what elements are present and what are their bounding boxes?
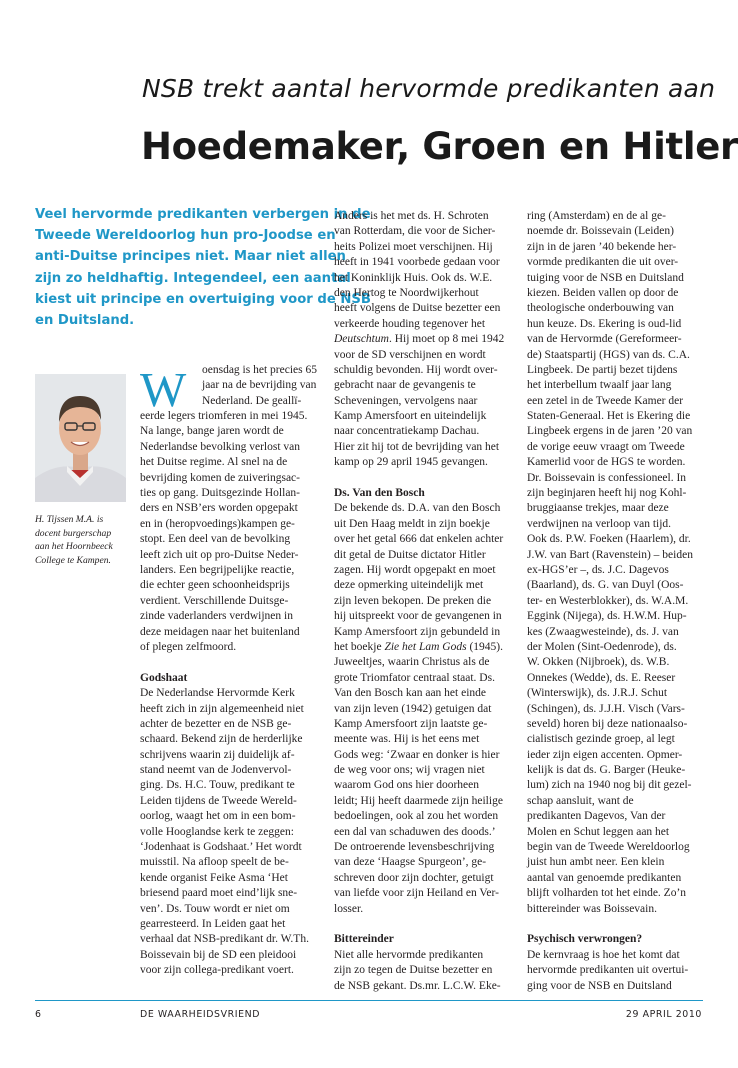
text-line: oorlog, waagt het om in een bom- [140, 810, 296, 823]
text-line: De Nederlandse Hervormde Kerk [140, 687, 295, 700]
text-line: landers. Een begrijpelijke reactie, [140, 563, 295, 576]
text-line: Eggink (Nijega), ds. H.W.M. Hup- [527, 610, 687, 623]
text-line: bittereinder was Boissevain. [527, 902, 657, 915]
column-2 [334, 209, 504, 994]
author-photo [35, 374, 126, 502]
text-line: uit Den Haag meldt in zijn boekje [334, 517, 490, 530]
text-line: en in (heropvoedings)kampen ge- [140, 517, 295, 530]
text-line: schrijvens waarin zij duidelijk af- [140, 748, 295, 761]
text-line: ‘Jodenhaat is Godshaat.’ Het wordt [140, 841, 302, 854]
text-line: Niet alle hervormde predikanten [334, 948, 484, 961]
text-line: Molen en Schut leggen aan het [527, 825, 670, 838]
text-line: gebracht naar de gevangenis te [334, 379, 476, 392]
text-line: ging. Ds. H.C. Touw, predikant te [140, 779, 295, 792]
text-line: W. Okken (Nijbroek), ds. W.B. [527, 656, 670, 669]
text-line: briesend paard moet eind’lijk sne- [140, 887, 298, 900]
text-line: Na lange, bange jaren wordt de [140, 425, 284, 438]
text-line: Kamerlid voor de HGS te worden. [527, 456, 686, 469]
text-line: seveld) horen bij deze nationaalso- [527, 717, 688, 730]
text-line: kiest uit principe en overtuiging voor de NSB [35, 291, 371, 307]
text-line: Hier zit hij tot de bevrijding van het [334, 440, 500, 453]
text-line: heeft zich in zijn algemeenheid niet [140, 702, 304, 715]
text-line: cialistisch gezinde groep, al legt [527, 733, 675, 746]
text-line: Van den Bosch kan aan het einde [334, 687, 487, 700]
text-line: aan het Hoornbeeck [35, 541, 113, 552]
text-line: hervormde predikanten uit overtui- [527, 964, 689, 977]
text-line: verkeerde houding tegenover het [334, 317, 486, 330]
text-line: ring (Amsterdam) en de al ge- [527, 210, 666, 222]
text-line: Kamp Amersfoort zijn gebundeld in [334, 625, 501, 638]
text-line: muisstil. Na afloop speelt de be- [140, 856, 289, 869]
text-line: de weg voor ons; wij vragen niet [334, 764, 485, 777]
text-line: over het getal 666 dat enkelen achter [334, 533, 504, 546]
text-line: Anders is het met ds. H. Schroten [334, 210, 489, 222]
column-3 [527, 209, 693, 994]
text-line: ven’. Ds. Touw wordt er niet om [140, 902, 290, 915]
text-line: Lingbeek ergens in de jaren ’20 van [527, 425, 693, 438]
text-line: van Rotterdam, die voor de Sicher- [334, 225, 496, 238]
text-line: juist hun ambt neer. Een klein [527, 856, 665, 869]
text-line: deze opmerking uiteindelijk met [334, 579, 484, 592]
text-line: Scheveningen, vervolgens naar [334, 394, 478, 407]
text-line: schreven door zijn dochter, getuigt [334, 871, 494, 884]
text-line: aantal van genoemde predikanten [527, 871, 682, 884]
text-line: kamp op 29 april 1945 gevangen. [334, 456, 488, 469]
text-line: (Winterswijk), ds. J.R.J. Schut [527, 687, 668, 700]
text-line: schuldig bevonden. Hij wordt over- [334, 363, 498, 376]
text-line: Staten-Generaal. Het is Ekering die [527, 410, 691, 423]
text-line: zijn leven bekopen. De preken die [334, 594, 492, 607]
text-line: heeft volgens de Duitse bezetter een [334, 302, 501, 315]
text-line: zijn beginjaren heeft hij nog Kohl- [527, 487, 687, 500]
footer-rule [35, 1000, 703, 1001]
text-line: Gods weg: ‘Zwaar en donker is hier [334, 748, 500, 761]
text-line: zijn zo heldhaftig. Integendeel, een aantal [35, 270, 351, 286]
text-line: noemde dr. Boissevain (Leiden) [527, 225, 674, 238]
text-line: van de Hervormde (Gereformeer- [527, 333, 682, 346]
author-caption [35, 513, 135, 567]
text-line: het Duitse regime. Al snel na de [140, 456, 288, 469]
text-line: volle Hooglandse kerk te zeggen: [140, 825, 294, 838]
text-line: zagen. Hij wordt opgepakt en moet [334, 563, 496, 576]
text-line: bevrijding komen de zuiveringsac- [140, 471, 300, 484]
text-line: verhaal dat NSB-predikant dr. W.Th. [140, 933, 309, 946]
text-line: schap aansluit, want de [527, 794, 634, 807]
text-line: lum) zich na 1940 nog bij dit gezel- [527, 779, 692, 792]
text-line: De ontroerende levensbeschrijving [334, 841, 495, 854]
drop-cap: W [140, 362, 187, 417]
text-line: losser. [334, 902, 364, 915]
text-line: theologische onderbouwing van [527, 302, 674, 315]
heading-van-den-bosch: Ds. Van den Bosch [334, 487, 425, 500]
text-line: meente was. Hij is het eens met [334, 733, 480, 746]
text-line: verdwijnen na verloop van tijd. [527, 517, 672, 530]
text-line: een dal van schaduwen des doods.’ [334, 825, 496, 838]
text-line: ieder zijn eigen accenten. Opmer- [527, 748, 683, 761]
text-line: stand neemt van de Jodenvervol- [140, 764, 292, 777]
heading-psychisch-verwrongen: Psychisch verwrongen? [527, 933, 643, 946]
text-line: College te Kampen. [35, 554, 111, 566]
text-line: het boekje Zie het Lam Gods (1945). [334, 640, 503, 653]
text-line: de NSB gekant. Ds.mr. L.C.W. Eke- [334, 979, 501, 992]
text-line: voor zijn collega-predikant voert. [140, 964, 294, 977]
text-line: Lingbeek. De partij bezet tijdens [527, 363, 678, 376]
article-headline: Hoedemaker, Groen en Hitler [141, 125, 738, 168]
text-line: (Schingen), ds. J.J.H. Visch (Vars- [527, 702, 685, 715]
text-line: anti-Duitse principes niet. Maar niet allen [35, 249, 346, 265]
text-line: eerde legers triomferen in mei 1945. [140, 410, 308, 423]
text-line: een zetel in de Tweede Kamer der [527, 394, 684, 407]
text-line: ex-HGS’er –, ds. J.C. Dagevos [527, 563, 669, 576]
text-line: stopt. Een deel van de bevolking [140, 533, 291, 546]
text-line: achter de bezetter en de NSB ge- [140, 717, 292, 730]
text-line: schaard. Bekend zijn de herderlijke [140, 733, 303, 746]
text-line: docent burgerschap [35, 527, 112, 539]
text-line: Tweede Wereldoorlog hun pro-Joodse en [35, 228, 336, 244]
text-line: ter- en Westerblokker), ds. W.A.M. [527, 594, 689, 607]
heading-godshaat: Godshaat [140, 671, 188, 684]
text-line: De kernvraag is hoe het komt dat [527, 948, 680, 961]
text-line: zijn in de jaren ’40 bekende her- [527, 240, 677, 253]
text-line: Kamp Amersfoort en uiteindelijk [334, 410, 487, 423]
text-line: zijn zo tegen de Duitse bezetter en [334, 964, 493, 977]
text-line: leidt; Hij heeft daarmede zijn heilige [334, 794, 503, 807]
page-number: 6 [35, 1009, 42, 1020]
text-line: tuiging voor de NSB en Duitsland [527, 271, 684, 284]
magazine-name: DE WAARHEIDSVRIEND [140, 1009, 261, 1020]
text-line: Veel hervormde predikanten verbergen in de [35, 207, 371, 222]
text-line: heits Polizei moet verschijnen. Hij [334, 240, 493, 253]
text-line: der Molen (Sint-Oedenrode), ds. [527, 640, 677, 653]
text-line: predikanten Dagevos, Van der [527, 810, 666, 823]
text-line: of plegen zelfmoord. [140, 640, 237, 653]
text-line: hij uitspreekt voor de gevangenen in [334, 610, 502, 623]
text-line: De bekende ds. D.A. van den Bosch [334, 502, 501, 515]
text-line: de) Staatspartij (HGS) van ds. C.A. [527, 348, 690, 361]
text-line: ties op gang. Duitsgezinde Hollan- [140, 487, 301, 500]
text-line: Juweeltjes, waarin Christus als de [334, 656, 490, 669]
text-line: ders en NSB’ers worden opgepakt [140, 502, 298, 515]
text-line: den Hertog te Noordwijkerhout [334, 286, 479, 299]
text-line: naar concentratiekamp Dachau. [334, 425, 480, 438]
text-line: Nederland. De geallï- [202, 394, 302, 407]
text-line: dit getal de Duitse dictator Hitler [334, 548, 486, 561]
text-line: het Koninklijk Huis. Ook ds. W.E. [334, 271, 493, 284]
text-line: vormde predikanten die uit over- [527, 256, 679, 269]
text-line: voor de SD verschijnen en wordt [334, 348, 486, 361]
text-line: hun keuze. Ds. Ekering is oud-lid [527, 317, 682, 330]
text-line: Nederlandse bevolking verlost van [140, 440, 300, 453]
text-line: die echter geen schoonheidsprijs [140, 579, 290, 592]
text-line: H. Tijssen M.A. is [35, 514, 104, 525]
text-line: zinde vaderlanders verdwijnen in [140, 610, 293, 623]
text-line: waarom God ons hier doorheen [334, 779, 479, 792]
text-line: heeft in 1941 voorbede gedaan voor [334, 256, 500, 269]
text-line: ging voor de NSB en Duitsland [527, 979, 672, 992]
text-line: deze meidagen naar het buitenland [140, 625, 300, 638]
text-line: kelijk is dat ds. G. Barger (Heuke- [527, 764, 686, 777]
heading-bittereinder: Bittereinder [334, 933, 394, 946]
text-line: verdient. Verschillende Duitsge- [140, 594, 289, 607]
issue-date: 29 APRIL 2010 [625, 1009, 702, 1020]
text-line: kende organist Feike Asma ‘Het [140, 871, 288, 884]
text-line: Deutschtum. Hij moet op 8 mei 1942 [334, 333, 505, 346]
text-line: kiezen. Beiden vallen op door de [527, 286, 679, 299]
text-line: Leiden tijdens de Tweede Wereld- [140, 794, 297, 807]
text-line: van zijn leven (1942) getuigen dat [334, 702, 492, 715]
text-line: Ook ds. P.W. Foeken (Haarlem), dr. [527, 533, 691, 546]
text-line: bedoelingen, ook al zou het worden [334, 810, 499, 823]
text-line: (Baarland), ds. G. van Duyl (Oos- [527, 579, 684, 592]
text-line: Kamp Amersfoort zijn laatste ge- [334, 717, 488, 730]
text-line: Boissevain bij de SD een pleidooi [140, 948, 297, 961]
text-line: leeft zich uit op pro-Duitse Neder- [140, 548, 299, 561]
text-line: blijft volharden tot het einde. Zo’n [527, 887, 687, 900]
text-line: bruggiaanse trekjes, maar deze [527, 502, 669, 515]
text-line: Dr. Boissevain is confessioneel. In [527, 471, 687, 484]
text-line: grote Triomfator centraal staat. Ds. [334, 671, 495, 684]
text-line: gearresteerd. In Leiden gaat het [140, 917, 286, 930]
text-line: kes (Zwaagwesteinde), ds. J. van [527, 625, 679, 638]
text-line: van liefde voor zijn Heiland en Ver- [334, 887, 499, 900]
text-line: J.W. van Bart (Ravenstein) – beiden [527, 548, 693, 561]
text-line: jaar na de bevrijding van [202, 379, 317, 392]
text-line: het interbellum twaalf jaar lang [527, 379, 672, 392]
text-line: begin van de Tweede Wereldoorlog [527, 841, 690, 854]
text-line: de vorige eeuw vraagt om Tweede [527, 440, 685, 453]
text-line: Onnekes (Wedde), ds. E. Reeser [527, 671, 676, 684]
text-line: oensdag is het precies 65 [202, 363, 317, 376]
text-line: van deze ‘Haagse Spurgeon’, ge- [334, 856, 487, 869]
article-kicker: NSB trekt aantal hervormde predikanten aan [142, 74, 716, 103]
text-line: en Duitsland. [35, 313, 135, 329]
